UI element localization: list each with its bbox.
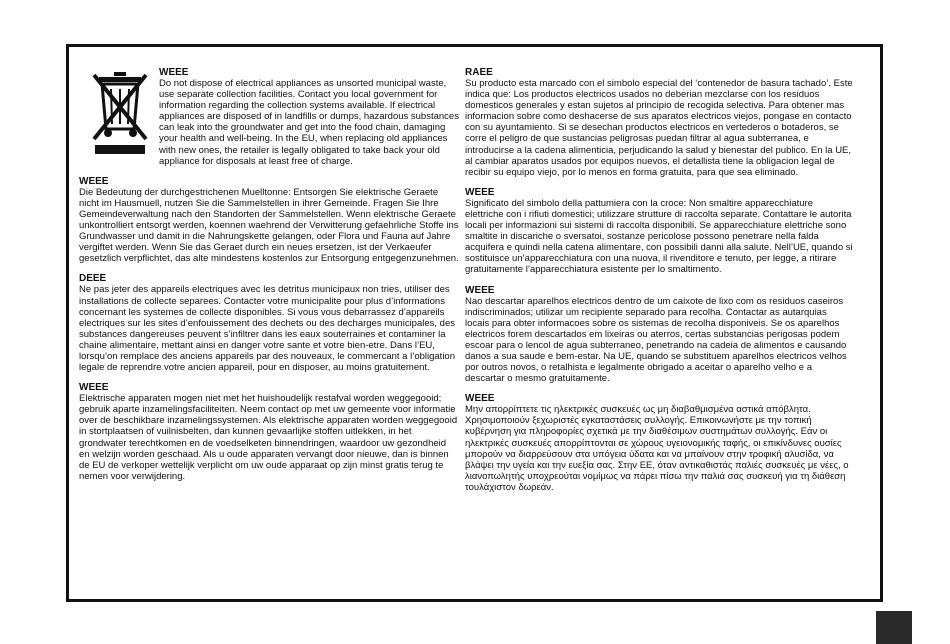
section-title: WEEE <box>465 284 495 296</box>
section-body: Do not dispose of electrical appliances as unsorted municipal waste, use separate collection facilities. Contact you local government for information regarding the collection systems available. If electrical appliances are disposed of in landfills or dumps, hazardous substances can leak into the groundwater and get into the food chain, damaging your health and well-being. In the EU, when replacing old appliances with new ones, the retailer is legally obligated to take back your old appliance for disposals at least free of charge. <box>159 78 459 167</box>
crossed-out-wheelie-bin-icon <box>89 69 151 157</box>
section-title: WEEE <box>465 393 495 405</box>
section-weee-it <box>465 187 853 276</box>
section-raee-es <box>465 67 853 178</box>
right-column <box>465 67 853 502</box>
section-body: Ne pas jeter des appareils electriques avec les detritus municipaux non tries, utiliser des installations de collecte separees. Contacter votre municipalite pour plus d’informations concernant les systemes de collecte disponibles. Si vous vous debarrassez d’appareils electriques sur les sites d’enfouissement des dechets ou des decharges municipales, des substances dangereuses peuvent s’infiltrer dans les eaux souterraines et contaminer la chaine alimentaire, mettant ainsi en danger votre sante et votre bien-etre. Dans l’EU, lorsqu’on remplace des anciens appareils par des nouveaux, le commercant a l’obligation legale de reprendre votre ancien appareil, pour en disposer, au moins gratuitement. <box>79 284 455 374</box>
section-body: Su producto esta marcado con el simbolo especial del ‘contenedor de basura tachado’. Este indica que: Los productos electricos usados no deberian mezclarse con los residuos domesticos generales y estan sujetos al principio de recogida selectiva. Para obtener mas informacion sobre como deshacerse de sus aparatos electricos viejos, pongase en contacto con su ayuntamiento. Si se desechan productos electricos en vertederos o botaderos, se corre el peligro de que sustancias peligrosas puedan filtrar al agua subterranea, e introducirse a la cadena alimenticia, perjudicando la salud y bienestar del publico. En la UE, al cambiar aparatos usados por equipos nuevos, el detallista tiene la obligacion legal de recibir su equipo viejo, por lo menos en forma gratuita, para que sea eliminado. <box>465 78 853 178</box>
section-title: RAEE <box>465 67 493 78</box>
section-title: WEEE <box>79 382 109 394</box>
section-weee-en <box>79 67 459 167</box>
section-body: Elektrische apparaten mogen niet met het huishoudelijk restafval worden weggegooid; gebruik aparte inzamelingsfaciliteiten. Neem contact op met uw gemeente voor informatie over de beschikbare inzamelingssystemen. Als elektrische apparaten worden weggegooid in stortplaatsen of vuilnisbelten, dan kunnen gevaarlijke stoffen uitlekken, in het grondwater terechtkomen en de voedselketen binnendringen, waardoor uw gezondheid en welzijn worden geschaad. Als u oude apparaten vervangt door nieuwe, dan is binnen de EU de verkoper wettelijk verplicht om uw oude apparaat op zijn minst gratis terug te nemen voor verwijdering. <box>79 393 458 482</box>
section-weee-nl <box>79 382 459 482</box>
section-body: Nao descartar aparelhos electricos dentro de um caixote de lixo com os residuos caseiros indiscriminados; utilizar um recipiente separado para recolha. Contactar as autarquias locais para obter informacoes sobre os sistemas de recolha disponiveis. Se os aparelhos electricos forem descartados em lixeiras ou aterros, certas substancias perigosas podem escoar para o lencol de agua subterraneo, penetrando na cadeia de alimentos e causando danos a sua saude e bem-estar. Na UE, quando se substituem aparelhos electricos velhos por outros novos, o retalhista e legalmente obrigado a aceitar o aparelho velho e a descartar o mesmo gratuitamente. <box>465 295 847 385</box>
section-title: DEEE <box>79 273 107 285</box>
section-title: WEEE <box>159 67 189 78</box>
section-weee-pt <box>465 285 853 385</box>
section-body: Μην απορρίπτετε τις ηλεκτρικές συσκευές ως μη διαβαθμισμένα αστικά απόβλητα. Χρησιμοποιούν ξεχωριστές εγκαταστάσεις συλλογής. Επικοινωνήστε με την τοπική κυβέρνηση για πληροφορίες σχετικά με την διαθέσιμων συστημάτων συλλογής. Εάν οι ηλεκτρικές συσκευές απορρίπτονται σε χώρους υγειονομικής ταφής, οι επικίνδυνες ουσίες μπορούν να διαρρεύσουν στα υπόγεια ύδατα και να μπαίνουν στην τροφική αλυσίδα, να βλάψει την υγεία και την ευεξία σας. Στην ΕΕ, όταν αντικαθιστάς παλιές συσκευές με νέες, ο λιανοπωλητής υποχρεούται νομίμως να πάρει πίσω την παλιά σας συσκευή για τη διάθεση τουλάχιστον δωρεάν. <box>465 404 849 493</box>
section-weee-de <box>79 176 459 265</box>
left-column <box>79 67 459 491</box>
section-deee-fr <box>79 273 459 373</box>
section-weee-el <box>465 393 853 493</box>
section-title: WEEE <box>79 175 109 187</box>
section-title: WEEE <box>465 186 495 198</box>
page-tab-marker <box>876 611 912 644</box>
section-body: Die Bedeutung der durchgestrichenen Muelltonne: Entsorgen Sie elektrische Geraete nicht im Hausmuell, nutzen Sie die Sammelstellen in ihrer Gemeinde. Fragen Sie Ihre Gemeindeverwaltung nach den Standorten der Sammelstellen. Wenn elektrische Geraete unkontrolliert entsorgt werden, koennen waehrend der Verwitterung gefaehrliche Stoffe ins Grundwasser und damit in die Nahrungskette gelangen, oder Flora und Fauna auf Jahre vergiftet werden. Wenn Sie das Geraet durch ein neues ersetzen, ist der Verkaeufer gesetzlich verpflichtet, das alte mindestens kostenlos zur Entsorgung entgegenzunehmen. <box>79 186 459 265</box>
section-body: Significato del simbolo della pattumiera con la croce: Non smaltire apparecchiature elettriche con i rifiuti domestici; utilizzare strutture di raccolta separate. Contattare le autorita locali per informazioni sui sistemi di raccolta disponibili. Se apparecchiature elettriche sono smaltite in discariche o sversatoi, sostanze pericolose possono penetrare nella falda acquifera e quindi nella catena alimentare, con possibili danni alla salute. Nell’UE, quando si sostituisce un’apparecchiatura con una nuova, il rivenditore e tenuto, per legge, a ritirare gratuitamente l’apparecchiatura esistente per lo smaltimento. <box>465 197 853 276</box>
document-frame <box>66 44 883 602</box>
